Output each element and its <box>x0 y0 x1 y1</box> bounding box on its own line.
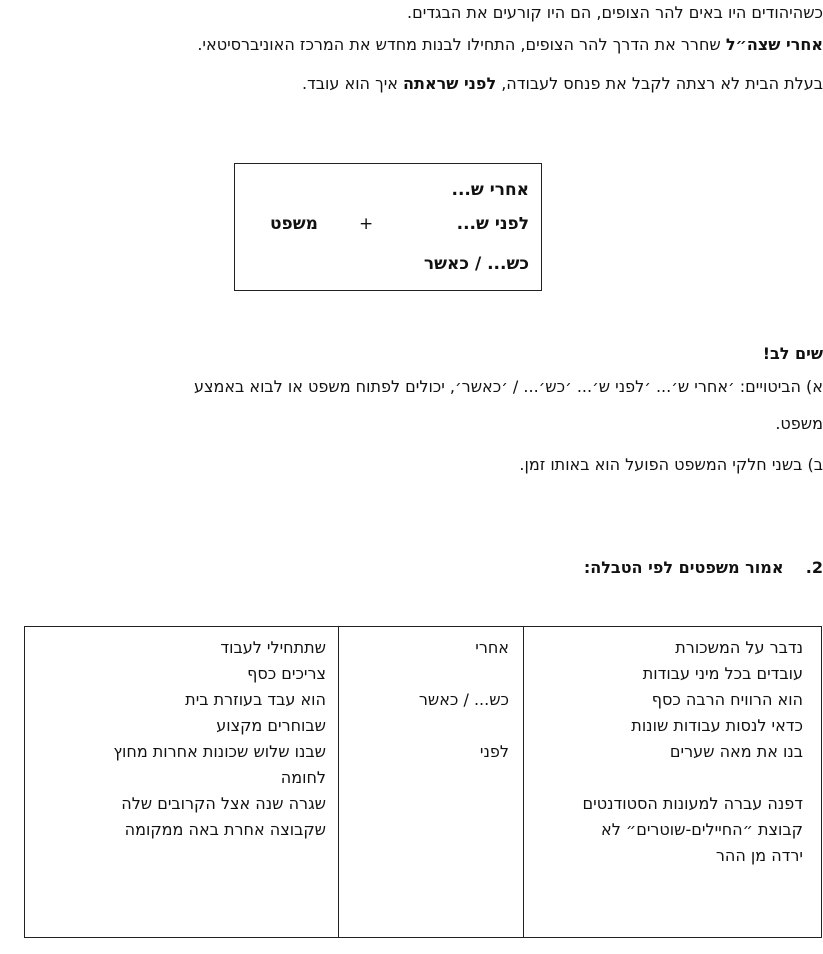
table-cell <box>338 843 523 869</box>
example-sentence-3-end: איך הוא עובד. <box>301 74 404 93</box>
table-cell: קבוצת ״החיילים-שוטרים״ לא <box>601 820 803 839</box>
exercise-heading <box>0 557 823 579</box>
table-cell: שגרה שנה אצל הקרובים שלה <box>121 794 326 813</box>
table-cell <box>338 713 523 739</box>
exercise-number: 2. <box>805 558 823 577</box>
table-cell: ירדה מן ההר <box>715 846 803 865</box>
table-cell <box>25 843 338 869</box>
table-cell: שבוחרים מקצוע <box>216 716 326 735</box>
table-cell: לחומה <box>280 768 326 787</box>
table-cell <box>338 661 523 687</box>
table-cell: בנו את מאה שערים <box>669 742 803 761</box>
table-column-main-clause <box>523 635 815 869</box>
table-cell <box>338 817 523 843</box>
table-cell: שבנו שלוש שכונות אחרות מחוץ <box>113 742 326 761</box>
grammar-pattern-box <box>234 163 542 291</box>
pattern-when: כש... / כאשר <box>423 254 529 274</box>
sentence-table <box>24 626 822 938</box>
attention-item-b: ב) בשני חלקי המשפט הפועל הוא באותו זמן. <box>519 455 823 474</box>
attention-item-a: א) הביטויים: ׳אחרי ש׳... ׳לפני ש׳... ׳כש׳... / ׳כאשר׳, יכולים לפתוח משפט או לבוא באמצע <box>193 377 823 396</box>
exercise-title: אמור משפטים לפי הטבלה: <box>583 558 784 577</box>
example-sentence-3 <box>0 73 823 95</box>
example-sentence-1-text: כשהיהודים היו באים להר הצופים, הם היו קורעים את הבגדים. <box>407 3 823 22</box>
table-cell: הוא הרוויח הרבה כסף <box>651 690 803 709</box>
table-column-connector <box>338 635 523 869</box>
example-sentence-2-text: שחרר את הדרך להר הצופים, התחילו לבנות מחדש את המרכז האוניברסיטאי. <box>197 35 726 54</box>
table-cell: הוא עבד בעוזרת בית <box>185 690 326 709</box>
table-cell: כדאי לנסות עבודות שונות <box>631 716 803 735</box>
table-cell <box>338 765 523 791</box>
table-cell: עובדים בכל מיני עבודות <box>642 664 803 683</box>
attention-heading: שים לב! <box>762 344 823 363</box>
example-sentence-1 <box>0 2 823 24</box>
pattern-before: לפני ש... <box>456 214 529 234</box>
table-cell <box>523 765 815 791</box>
table-cell: צריכים כסף <box>247 664 326 683</box>
example-sentence-2-bold: אחרי שצה״ל <box>725 35 823 54</box>
table-cell: שתתחילי לעבוד <box>220 638 326 657</box>
table-cell: שקבוצה אחרת באה ממקומה <box>124 820 326 839</box>
attention-item-a-continued: משפט. <box>775 414 823 433</box>
table-column-subordinate-clause <box>25 635 338 869</box>
example-sentence-3-start: בעלת הבית לא רצתה לקבל את פנחס לעבודה, <box>496 74 823 93</box>
table-cell <box>338 791 523 817</box>
table-cell: נדבר על המשכורת <box>675 638 803 657</box>
pattern-after: אחרי ש... <box>451 180 529 200</box>
example-sentence-2 <box>0 34 823 56</box>
example-sentence-3-bold: לפני שראתה <box>403 74 497 93</box>
pattern-sentence: משפט <box>270 214 318 234</box>
table-cell: אחרי <box>475 638 509 657</box>
table-cell: דפנה עברה למעונות הסטודנטים <box>582 794 803 813</box>
table-cell: כש... / כאשר <box>418 690 509 709</box>
pattern-plus-sign: + <box>359 214 374 234</box>
table-cell: לפני <box>479 742 509 761</box>
